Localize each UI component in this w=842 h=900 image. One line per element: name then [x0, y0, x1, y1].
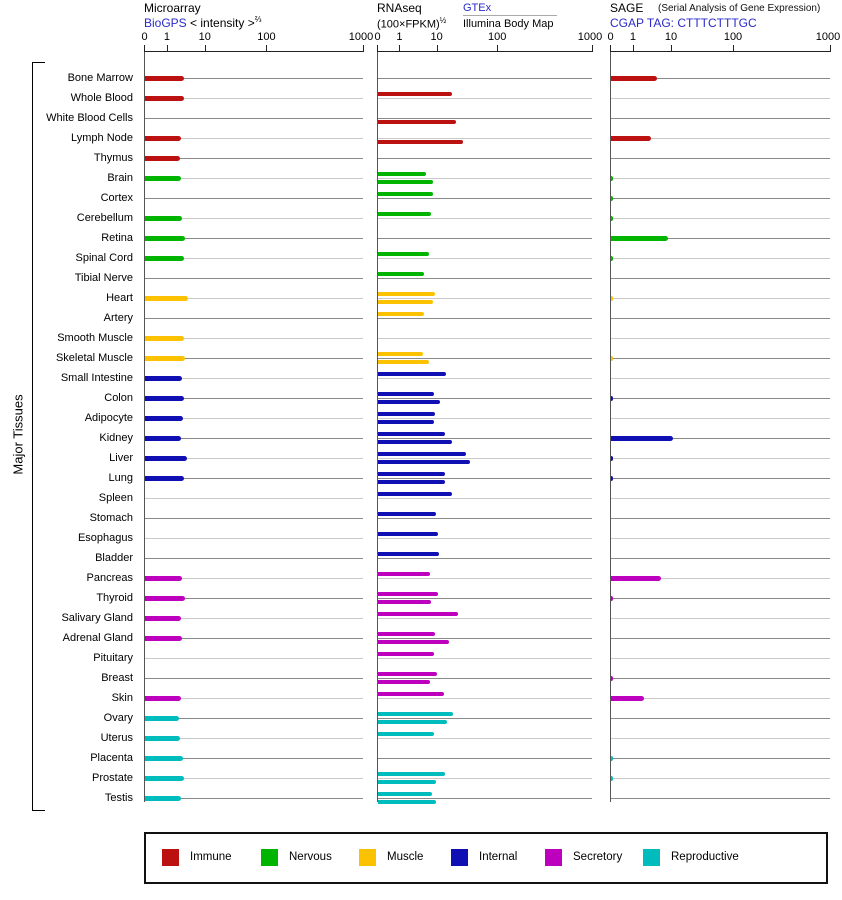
tissue-row-label: Adrenal Gland	[62, 632, 133, 644]
expression-bar-microarray	[145, 716, 179, 721]
legend	[144, 832, 828, 884]
rnaseq-title: RNAseq	[377, 1, 422, 15]
row-grid-line	[378, 598, 592, 599]
expression-bar-rnaseq-gtex	[378, 272, 424, 276]
sage-subtitle: (Serial Analysis of Gene Expression)	[658, 3, 821, 14]
expression-bar-microarray	[145, 136, 181, 141]
row-grid-line	[378, 238, 592, 239]
expression-bar-rnaseq-gtex	[378, 412, 435, 416]
expression-bar-microarray	[145, 96, 184, 101]
row-grid-line	[611, 278, 830, 279]
expression-bar-sage	[611, 456, 613, 461]
expression-bar-sage	[611, 216, 613, 221]
expression-bar-microarray	[145, 756, 183, 761]
x-axis-tick-label: 1000	[348, 31, 374, 43]
expression-bar-rnaseq-illumina	[378, 360, 429, 364]
row-grid-line	[378, 418, 592, 419]
x-axis-tick	[399, 45, 400, 52]
tissue-row-label: Colon	[104, 392, 133, 404]
legend-label-immune: Immune	[190, 851, 232, 863]
expression-bar-microarray	[145, 396, 184, 401]
expression-bar-microarray	[145, 176, 181, 181]
panel-microarray	[141, 0, 374, 810]
row-grid-line	[611, 758, 830, 759]
row-grid-line	[611, 698, 830, 699]
legend-label-muscle: Muscle	[387, 851, 424, 863]
row-grid-line	[378, 638, 592, 639]
row-grid-line	[378, 78, 592, 79]
row-grid-line	[611, 458, 830, 459]
tissue-row-label: Small Intestine	[60, 372, 133, 384]
expression-bar-microarray	[145, 216, 182, 221]
tissue-row-label: Artery	[103, 312, 133, 324]
expression-bar-sage	[611, 776, 613, 781]
tissue-row-label: Breast	[101, 672, 133, 684]
expression-bar-rnaseq-illumina	[378, 140, 463, 144]
expression-bar-microarray	[145, 596, 185, 601]
expression-bar-microarray	[145, 576, 182, 581]
x-axis-tick-label: 10	[664, 31, 678, 43]
row-grid-line	[611, 338, 830, 339]
expression-bar-rnaseq-gtex	[378, 512, 436, 516]
row-grid-line	[611, 598, 830, 599]
legend-label-nervous: Nervous	[289, 851, 332, 863]
expression-bar-rnaseq-gtex	[378, 172, 426, 176]
microarray-title: Microarray	[144, 1, 201, 15]
expression-bar-microarray	[145, 156, 180, 161]
biogps-link[interactable]: BioGPS	[144, 16, 187, 30]
expression-bar-sage	[611, 256, 613, 261]
sage-title: SAGE	[610, 1, 644, 15]
expression-bar-microarray	[145, 256, 184, 261]
row-grid-line	[378, 258, 592, 259]
row-grid-line	[378, 658, 592, 659]
expression-bar-rnaseq-illumina	[378, 420, 434, 424]
legend-swatch-internal	[451, 849, 468, 866]
row-grid-line	[378, 158, 592, 159]
row-grid-line	[378, 618, 592, 619]
row-grid-line	[611, 538, 830, 539]
row-grid-line	[378, 778, 592, 779]
row-grid-line	[378, 398, 592, 399]
expression-bar-rnaseq-illumina	[378, 120, 456, 124]
x-axis-tick-label: 1	[396, 31, 403, 43]
row-grid-line	[611, 118, 830, 119]
row-grid-line	[611, 198, 830, 199]
row-grid-line	[378, 558, 592, 559]
y-axis-label: Major Tissues	[10, 394, 26, 475]
row-grid-line	[145, 678, 363, 679]
tissue-row-label: Salivary Gland	[61, 612, 133, 624]
microarray-measure: < intensity >	[186, 16, 255, 30]
row-grid-line	[378, 378, 592, 379]
row-grid-line	[611, 738, 830, 739]
expression-bar-rnaseq-illumina	[378, 300, 433, 304]
expression-bar-rnaseq-gtex	[378, 792, 432, 796]
tissue-row-label: Esophagus	[77, 532, 133, 544]
expression-bar-rnaseq-gtex	[378, 452, 466, 456]
x-axis-tick	[830, 45, 831, 52]
x-axis-line	[377, 51, 592, 52]
tissue-row-label: Liver	[109, 452, 133, 464]
row-grid-line	[611, 98, 830, 99]
expression-bar-rnaseq-gtex	[378, 192, 433, 196]
expression-bar-rnaseq-illumina	[378, 800, 436, 804]
expression-bar-sage	[611, 196, 613, 201]
expression-bar-rnaseq-illumina	[378, 600, 431, 604]
row-grid-line	[378, 518, 592, 519]
row-grid-line	[145, 278, 363, 279]
row-grid-line	[378, 178, 592, 179]
illumina-label: Illumina Body Map	[463, 18, 554, 30]
tissue-row-label: Bladder	[95, 552, 133, 564]
row-grid-line	[145, 318, 363, 319]
cgap-tag-link[interactable]: CGAP TAG: CTTTCTTTGC	[610, 16, 757, 30]
row-grid-line	[611, 358, 830, 359]
row-grid-line	[611, 378, 830, 379]
row-grid-line	[611, 518, 830, 519]
expression-bar-rnaseq-gtex	[378, 732, 434, 736]
x-axis-tick-label: 100	[257, 31, 276, 43]
tissue-row-label: Cerebellum	[76, 212, 133, 224]
rnaseq-measure: (100×FPKM)$^{\frac{1}{2}}$	[377, 16, 447, 31]
x-axis-tick-label: 100	[723, 31, 743, 43]
tissue-row-label: Placenta	[90, 752, 133, 764]
expression-bar-microarray	[145, 336, 184, 341]
row-grid-line	[611, 778, 830, 779]
gtex-link[interactable]: GTEx	[463, 2, 492, 14]
row-grid-line	[378, 298, 592, 299]
x-axis-line	[144, 51, 363, 52]
expression-bar-rnaseq-gtex	[378, 712, 453, 716]
row-grid-line	[378, 718, 592, 719]
row-grid-line	[611, 258, 830, 259]
row-grid-line	[611, 418, 830, 419]
row-grid-line	[378, 98, 592, 99]
expression-bar-sage	[611, 476, 613, 481]
expression-bar-rnaseq-gtex	[378, 772, 445, 776]
expression-bar-sage	[611, 136, 651, 141]
expression-bar-microarray	[145, 236, 185, 241]
expression-bar-microarray	[145, 796, 181, 801]
panel-left-border	[377, 52, 378, 802]
row-grid-line	[378, 338, 592, 339]
expression-bar-microarray	[145, 436, 181, 441]
x-axis-tick-label: 100	[488, 31, 507, 43]
expression-bar-rnaseq-illumina	[378, 640, 449, 644]
row-grid-line	[611, 478, 830, 479]
x-axis-tick	[377, 45, 378, 52]
expression-bar-sage	[611, 176, 613, 181]
row-grid-line	[611, 618, 830, 619]
expression-bar-microarray	[145, 356, 185, 361]
expression-bar-sage	[611, 696, 644, 701]
expression-bar-rnaseq-illumina	[378, 680, 430, 684]
tissue-row-label: Adipocyte	[84, 412, 133, 424]
expression-bar-rnaseq-gtex	[378, 692, 444, 696]
row-grid-line	[145, 498, 363, 499]
rnaseq-exponent: ½	[439, 16, 447, 25]
legend-swatch-muscle	[359, 849, 376, 866]
legend-swatch-immune	[162, 849, 179, 866]
row-grid-line	[378, 478, 592, 479]
row-grid-line	[378, 578, 592, 579]
tissue-row-label: Tibial Nerve	[74, 272, 133, 284]
x-axis-tick-label: 10	[430, 31, 443, 43]
row-grid-line	[378, 458, 592, 459]
expression-bar-rnaseq-gtex	[378, 352, 423, 356]
row-grid-line	[611, 638, 830, 639]
row-grid-line	[378, 438, 592, 439]
tissue-row-label: White Blood Cells	[46, 112, 133, 124]
x-axis-tick	[671, 45, 672, 52]
expression-bar-rnaseq-gtex	[378, 212, 431, 216]
x-axis-tick	[205, 45, 206, 52]
expression-bar-microarray	[145, 636, 182, 641]
x-axis-tick	[610, 45, 611, 52]
x-axis-tick	[266, 45, 267, 52]
expression-bar-sage	[611, 676, 613, 681]
x-axis-tick-label: 1000	[577, 31, 603, 43]
row-grid-line	[611, 298, 830, 299]
x-axis-tick-label: 1	[629, 31, 637, 43]
x-axis-tick-label: 1000	[815, 31, 841, 43]
expression-bar-microarray	[145, 416, 183, 421]
tissue-row-label: Spleen	[98, 492, 133, 504]
expression-bar-rnaseq-gtex	[378, 92, 452, 96]
expression-bar-sage	[611, 436, 673, 441]
expression-bar-rnaseq-gtex	[378, 492, 452, 496]
expression-bar-sage	[611, 396, 613, 401]
microarray-exponent: ⅔	[254, 15, 262, 24]
panel-sage	[607, 0, 841, 810]
expression-bar-microarray	[145, 376, 182, 381]
expression-bar-rnaseq-illumina	[378, 780, 436, 784]
legend-swatch-reproductive	[643, 849, 660, 866]
expression-bar-sage	[611, 576, 661, 581]
row-grid-line	[378, 138, 592, 139]
expression-bar-rnaseq-gtex	[378, 472, 445, 476]
legend-label-internal: Internal	[479, 851, 518, 863]
tissue-row-label: Kidney	[99, 432, 133, 444]
row-grid-line	[378, 538, 592, 539]
row-grid-line	[611, 318, 830, 319]
row-grid-line	[611, 498, 830, 499]
expression-bar-rnaseq-illumina	[378, 180, 433, 184]
row-grid-line	[378, 698, 592, 699]
tissue-row-label: Thyroid	[96, 592, 133, 604]
expression-bar-microarray	[145, 476, 184, 481]
panel-left-border	[144, 52, 145, 802]
expression-bar-microarray	[145, 76, 184, 81]
row-grid-line	[611, 558, 830, 559]
x-axis-tick	[167, 45, 168, 52]
row-grid-line	[378, 318, 592, 319]
legend-swatch-nervous	[261, 849, 278, 866]
row-grid-line	[611, 158, 830, 159]
expression-bar-rnaseq-gtex	[378, 312, 424, 316]
row-grid-line	[611, 798, 830, 799]
row-grid-line	[145, 658, 363, 659]
expression-bar-microarray	[145, 696, 181, 701]
expression-bar-microarray	[145, 456, 187, 461]
tissue-row-label: Brain	[107, 172, 133, 184]
expression-bar-sage	[611, 756, 613, 761]
row-grid-line	[145, 518, 363, 519]
tissue-row-label: Retina	[101, 232, 133, 244]
row-grid-line	[145, 198, 363, 199]
row-grid-line	[378, 758, 592, 759]
expression-bar-microarray	[145, 616, 181, 621]
panel-left-border	[610, 52, 611, 802]
tissue-row-label: Heart	[106, 292, 133, 304]
expression-bar-rnaseq-gtex	[378, 652, 434, 656]
expression-bar-rnaseq-illumina	[378, 460, 470, 464]
tissue-row-label: Uterus	[100, 732, 133, 744]
row-grid-line	[145, 538, 363, 539]
panel-rnaseq	[374, 0, 603, 810]
x-axis-tick	[633, 45, 634, 52]
expression-bar-rnaseq-gtex	[378, 252, 429, 256]
tissue-row-label: Lung	[108, 472, 133, 484]
row-grid-line	[378, 278, 592, 279]
tissue-row-label: Testis	[104, 792, 133, 804]
expression-bar-rnaseq-gtex	[378, 552, 439, 556]
expression-bar-rnaseq-gtex	[378, 372, 446, 376]
expression-bar-rnaseq-gtex	[378, 292, 435, 296]
tissue-row-label: Cortex	[100, 192, 133, 204]
expression-bar-rnaseq-gtex	[378, 572, 430, 576]
row-grid-line	[611, 678, 830, 679]
x-axis-tick	[497, 45, 498, 52]
x-axis-tick	[437, 45, 438, 52]
expression-bar-sage	[611, 76, 657, 81]
expression-bar-microarray	[145, 776, 184, 781]
expression-bar-microarray	[145, 736, 180, 741]
expression-bar-rnaseq-gtex	[378, 632, 435, 636]
row-grid-line	[378, 118, 592, 119]
row-grid-line	[378, 498, 592, 499]
expression-bar-sage	[611, 356, 613, 361]
expression-bar-rnaseq-gtex	[378, 592, 438, 596]
row-grid-line	[378, 358, 592, 359]
legend-label-secretory: Secretory	[573, 851, 623, 863]
tissue-row-label: Whole Blood	[70, 92, 133, 104]
row-grid-line	[611, 398, 830, 399]
x-axis-tick-label: 0	[607, 31, 614, 43]
row-grid-line	[611, 218, 830, 219]
row-grid-line	[145, 118, 363, 119]
x-axis-tick-label: 10	[198, 31, 211, 43]
tissue-row-label: Pituitary	[93, 652, 133, 664]
tissue-row-label: Lymph Node	[71, 132, 133, 144]
x-axis-tick-label: 1	[163, 31, 170, 43]
x-axis-tick	[592, 45, 593, 52]
tissue-row-label: Ovary	[103, 712, 133, 724]
expression-bar-rnaseq-gtex	[378, 392, 434, 396]
expression-bar-sage	[611, 236, 668, 241]
x-axis-tick-label: 0	[374, 31, 381, 43]
row-grid-line	[378, 738, 592, 739]
expression-bar-rnaseq-illumina	[378, 480, 445, 484]
tissue-row-label: Skin	[111, 692, 133, 704]
tissue-row-label: Stomach	[89, 512, 133, 524]
tissue-row-label: Smooth Muscle	[57, 332, 133, 344]
legend-swatch-secretory	[545, 849, 562, 866]
expression-bar-rnaseq-gtex	[378, 532, 438, 536]
expression-bar-microarray	[145, 296, 188, 301]
tissue-row-label: Prostate	[92, 772, 133, 784]
tissue-row-label: Bone Marrow	[67, 72, 133, 84]
row-grid-line	[611, 718, 830, 719]
expression-bar-rnaseq-gtex	[378, 432, 445, 436]
expression-bar-rnaseq-illumina	[378, 720, 447, 724]
tissue-row-label: Thymus	[93, 152, 133, 164]
row-grid-line	[611, 658, 830, 659]
expression-bar-rnaseq-illumina	[378, 400, 440, 404]
x-axis-tick-label: 0	[141, 31, 148, 43]
x-axis-line	[610, 51, 830, 52]
expression-bar-sage	[611, 296, 613, 301]
x-axis-tick	[363, 45, 364, 52]
expression-bar-sage	[611, 596, 613, 601]
row-grid-line	[378, 198, 592, 199]
row-grid-line	[378, 798, 592, 799]
expression-bar-rnaseq-gtex	[378, 612, 458, 616]
x-axis-tick	[144, 45, 145, 52]
row-grid-line	[378, 678, 592, 679]
row-grid-line	[378, 218, 592, 219]
expression-bar-rnaseq-illumina	[378, 440, 452, 444]
row-grid-line	[145, 558, 363, 559]
tissue-row-label: Pancreas	[86, 572, 133, 584]
expression-bar-rnaseq-gtex	[378, 672, 437, 676]
x-axis-tick	[733, 45, 734, 52]
legend-label-reproductive: Reproductive	[671, 851, 739, 863]
row-grid-line	[611, 178, 830, 179]
tissue-row-label: Spinal Cord	[75, 252, 133, 264]
tissue-row-label: Skeletal Muscle	[55, 352, 133, 364]
